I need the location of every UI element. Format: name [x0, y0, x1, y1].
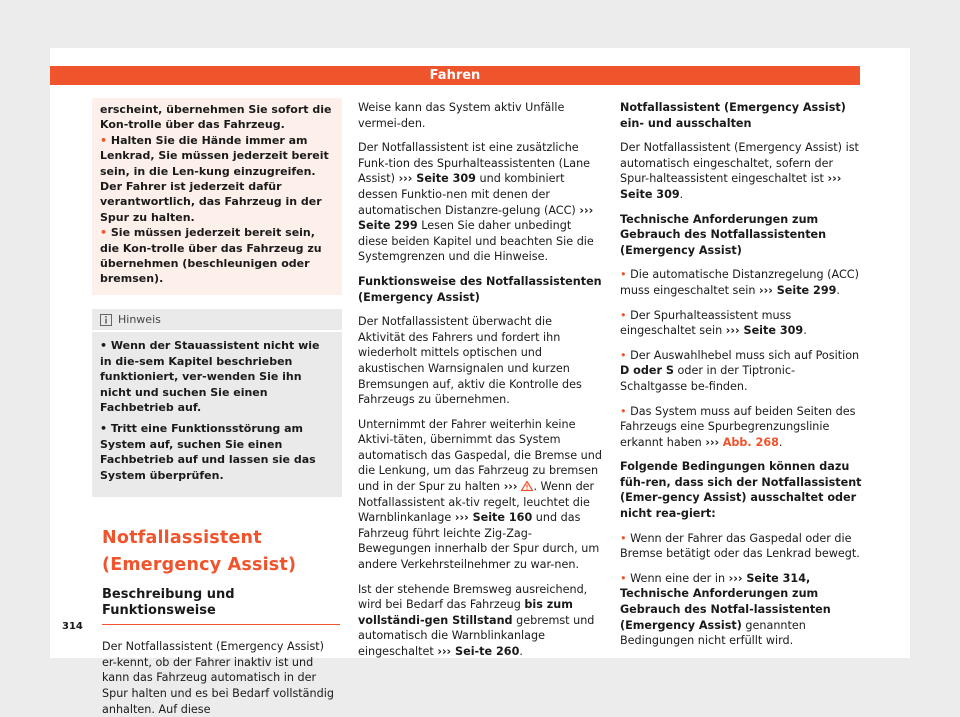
list-item: • Das System muss auf beiden Seiten des Fahrzeugs eine Spurbegrenzungslinie erkannt haben ››› Abb. 268.: [620, 404, 856, 449]
page-reference-link[interactable]: ››› Seite 299: [759, 283, 837, 297]
warning-item: • Halten Sie die Hände immer am Lenkrad, Sie müssen jederzeit bereit sein, in die Len-kung einzugreifen. Der Fahrer ist jederzeit dafür verantwortlich, das Fahrzeug in der Spur zu halten.: [100, 133, 329, 224]
figure-reference-link[interactable]: Abb. 268: [722, 435, 779, 449]
page-number: 314: [62, 621, 83, 632]
page-reference-link[interactable]: ››› Seite 314, Technische Anforderungen zum Gebrauch des Notfal-lassistenten (Emergency Assist): [620, 571, 831, 632]
bullet-icon: •: [620, 571, 631, 585]
note-body: [92, 332, 342, 497]
paragraph: Ist der stehende Bremsweg ausreichend, wird bei Bedarf das Fahrzeug bis zum vollständi-gen Stillstand gebremst und automatisch die Warnblinkanlage eingeschaltet ››› Sei-te 260.: [358, 582, 595, 658]
warning-reference-link[interactable]: ›››: [504, 480, 534, 493]
chapter-header: Fahren: [50, 66, 860, 85]
page-reference-link[interactable]: ››› Seite 299: [358, 203, 594, 233]
info-icon: [100, 314, 112, 326]
heading: Technische Anforderungen zum Gebrauch des Notfallassistenten (Emergency Assist): [620, 212, 827, 257]
bullet-icon: •: [620, 268, 631, 282]
sub-title: Beschreibung und Funktionsweise: [102, 587, 340, 625]
note-item: • Wenn der Stauassistent nicht wie in die-sem Kapitel beschrieben funktioniert, ver-wenden Sie ihn nicht und suchen Sie einen Fachbetrieb auf.: [100, 339, 320, 414]
bullet-icon: •: [620, 404, 631, 418]
bullet-icon: •: [620, 348, 631, 362]
note-item: • Tritt eine Funktionsstörung am System auf, suchen Sie einen Fachbetrieb auf und lassen sie das System überprüfen.: [100, 422, 316, 482]
paragraph: Der Notfallassistent überwacht die Aktivität des Fahrers und fordert ihn wiederholt mittels optischen und akustischen Warnsignalen und kurzen Bremsungen auf, aktiv die Kontrolle des Fahrzeugs zu übernehmen.: [358, 315, 582, 407]
page-reference-link[interactable]: ››› Seite 309: [620, 172, 842, 201]
column-1: [102, 98, 340, 717]
section-title: Notfallassistent (Emergency Assist): [102, 527, 297, 575]
paragraph: Unternimmt der Fahrer weiterhin keine Aktivi-täten, übernimmt das System automatisch das Gaspedal, die Bremse und die Lenkung, um das Fahrzeug zu bremsen und in der Spur zu halten ››› . Wenn der Notfallassistent ak-tiv regelt, leuchtet die Warnblinkanlage ››› Seite 160 und das Fahrzeug führt leichte Zig-Zag-Bewegungen innerhalb der Spur durch, um andere Verkehrsteilnehmer zu war-nen.: [358, 417, 602, 572]
bullet-icon: •: [620, 308, 631, 322]
warning-triangle-icon: [521, 481, 533, 491]
heading: Folgende Bedingungen können dazu füh-ren, dass sich der Notfallassistent (Emer-gency Assist) ausschaltet oder nicht rea-giert:: [620, 460, 862, 521]
note-header: [92, 309, 342, 332]
page-reference-link[interactable]: ››› Sei-te 260: [437, 645, 520, 658]
paragraph: Weise kann das System aktiv Unfälle vermei-den.: [358, 101, 565, 130]
bullet-icon: •: [100, 133, 111, 147]
page-reference-link[interactable]: ››› Seite 309: [725, 324, 804, 338]
column-3: [620, 100, 862, 658]
column-2: [358, 100, 602, 669]
bullet-icon: •: [100, 226, 111, 240]
page-reference-link[interactable]: ››› Seite 309: [398, 172, 476, 186]
warning-item: • Sie müssen jederzeit bereit sein, die Kon-trolle über das Fahrzeug zu übernehmen (beschleunigen oder bremsen).: [100, 226, 322, 286]
list-item: • Die automatische Distanzregelung (ACC) muss eingeschaltet sein ››› Seite 299.: [620, 268, 859, 297]
bullet-icon: •: [620, 531, 631, 545]
list-item: • Der Spurhalteassistent muss eingeschaltet sein ››› Seite 309.: [620, 308, 807, 338]
list-item: • Wenn der Fahrer das Gaspedal oder die Bremse betätigt oder das Lenkrad bewegt.: [620, 531, 860, 561]
page-reference-link[interactable]: ››› Seite 160: [454, 511, 533, 525]
note-box: [92, 309, 342, 497]
paragraph: Der Notfallassistent ist eine zusätzliche Funk-tion des Spurhalteassistenten (Lane Assist) ››› Seite 309 und kombiniert dessen Funktio-nen mit denen der automatischen Distanzre-gelung (ACC) ››› Seite 299 Lesen Sie daher unbedingt diese beiden Kapitel und beachten Sie die Systemgrenzen und die Hinweise.: [358, 141, 594, 264]
warning-box: [92, 98, 342, 295]
warning-text: erscheint, übernehmen Sie sofort die Kon-trolle über das Fahrzeug.: [100, 103, 332, 132]
heading: Funktionsweise des Notfallassistenten (Emergency Assist): [358, 274, 602, 304]
list-item: • Der Auswahlhebel muss sich auf Position D oder S oder in der Tiptronic-Schaltgasse be-finden.: [620, 348, 860, 393]
note-title: Hinweis: [118, 312, 161, 326]
list-item: • Wenn eine der in ››› Seite 314, Technische Anforderungen zum Gebrauch des Notfal-lassistenten (Emergency Assist) genannten Bedingungen nicht erfüllt wird.: [620, 571, 831, 648]
heading: Notfallassistent (Emergency Assist) ein- und ausschalten: [620, 101, 846, 130]
paragraph: Der Notfallassistent (Emergency Assist) ist automatisch eingeschaltet, sofern der Spur-halteassistent eingeschaltet ist ››› Seite 309.: [620, 141, 859, 201]
body-paragraph: Der Notfallassistent (Emergency Assist) er-kennt, ob der Fahrer inaktiv ist und kann das Fahrzeug automatisch in der Spur halten und es bei Bedarf vollständig anhalten. Auf diese: [102, 640, 334, 716]
